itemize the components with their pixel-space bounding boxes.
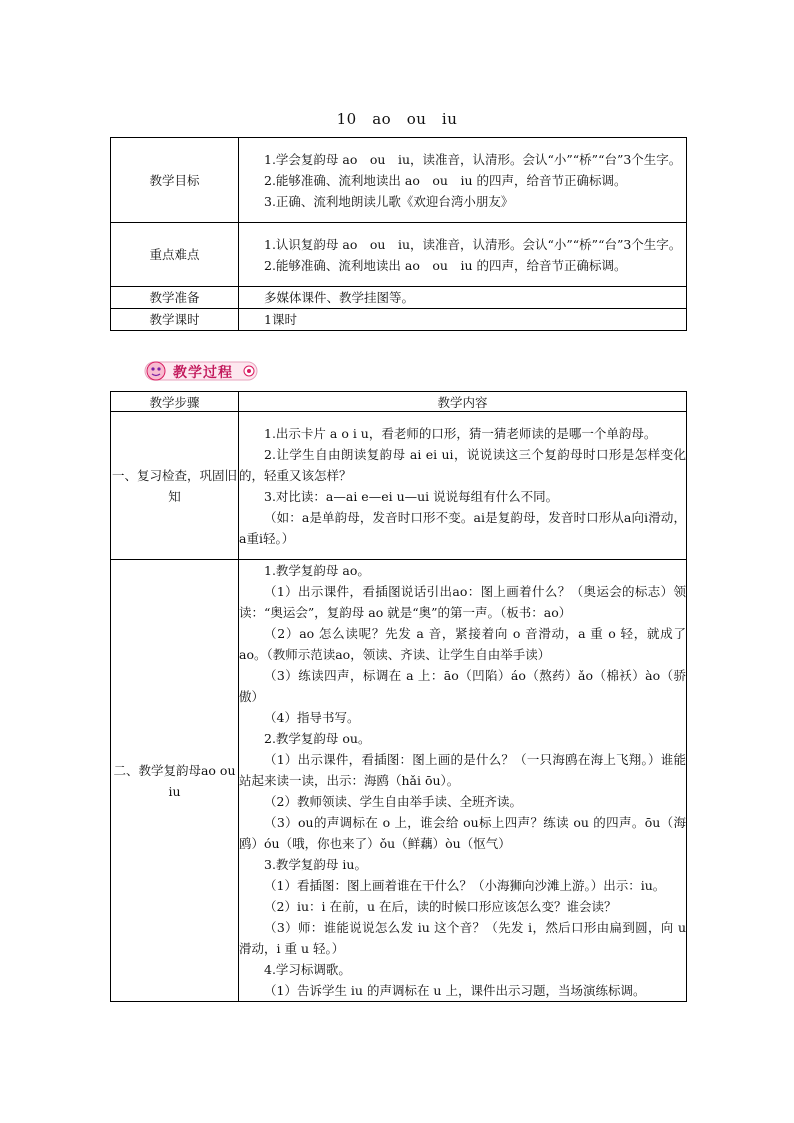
content-line: 1课时 bbox=[264, 312, 297, 327]
content-line: （2）iu：i 在前，u 在后，读的时候口形应该怎么变？谁会读？ bbox=[264, 899, 617, 914]
column-header: 教学步骤 bbox=[111, 392, 239, 412]
row-label: 教学目标 bbox=[111, 138, 239, 223]
row-label: 重点难点 bbox=[111, 223, 239, 287]
row-label: 教学准备 bbox=[111, 287, 239, 309]
content-line: 3.正确、流利地朗读儿歌《欢迎台湾小朋友》 bbox=[264, 193, 514, 209]
table-row bbox=[111, 287, 687, 309]
content-line: 2.让学生自由朗读复韵母 ai ei ui，说说读这三个复韵母时口形是怎样变化的，轻重又该怎样？ bbox=[239, 446, 686, 483]
content-line: 2.教学复韵母 ou。 bbox=[264, 731, 371, 746]
content-line: 3.对比读：a—ai e—ei u—ui 说说每组有什么不同。 bbox=[264, 488, 559, 504]
row-content bbox=[239, 287, 687, 309]
content-line: 1.出示卡片 a o i u，看老师的口形，猜一猜老师读的是哪一个单韵母。 bbox=[264, 425, 657, 441]
content-line: （2）ao 怎么读呢？先发 a 音，紧接着向 o 音滑动，a 重 o 轻，就成了 ao。（教师示范读ao，领读、齐读、让学生自由举手读） bbox=[239, 626, 686, 662]
content-line: （3）ou的声调标在 o 上，谁会给 ou标上四声？练读 ou 的四声。ōu（海鸥）óu（哦，你也来了）ǒu（鲜藕）òu（怄气） bbox=[239, 815, 686, 851]
row-content bbox=[239, 138, 687, 223]
content-line: 3.教学复韵母 iu。 bbox=[264, 857, 367, 872]
table-header-row bbox=[111, 392, 687, 412]
table-row bbox=[111, 309, 687, 331]
row-content bbox=[239, 309, 687, 331]
content-line: 2.能够准确、流利地读出 ao ou iu 的四声，给音节正确标调。 bbox=[264, 172, 627, 188]
content-line: 多媒体课件、教学挂图等。 bbox=[264, 290, 415, 305]
content-line: （1）出示课件，看插图：图上画的是什么？（一只海鸥在海上飞翔。）谁能站起来读一读，出示：海鸥（hǎi ōu）。 bbox=[239, 752, 686, 788]
content-line: 1.教学复韵母 ao。 bbox=[264, 563, 370, 578]
row-label: 二、教学复韵母ao ou iu bbox=[111, 560, 239, 1002]
row-content bbox=[239, 412, 687, 560]
page-title: 10 ao ou iu bbox=[336, 110, 458, 128]
section-badge bbox=[143, 358, 261, 384]
content-line: （1）看插图：图上画着谁在干什么？（小海狮向沙滩上游。）出示：iu。 bbox=[264, 878, 666, 893]
content-line: （2）教师领读、学生自由举手读、全班齐读。 bbox=[264, 794, 522, 809]
badge-label: 教学过程 bbox=[173, 365, 233, 381]
table-row bbox=[111, 560, 687, 1002]
row-label: 一、复习检查，巩固旧知 bbox=[111, 412, 239, 560]
content-line: 2.能够准确、流利地读出 ao ou iu 的四声，给音节正确标调。 bbox=[264, 257, 627, 273]
content-line: （如：a是单韵母，发音时口形不变。ai是复韵母，发音时口形从a向i滑动，a重i轻。） bbox=[239, 509, 686, 546]
lesson-overview-table bbox=[110, 137, 687, 331]
row-content bbox=[239, 560, 687, 1002]
content-line: （3）练读四声，标调在 a 上：āo（凹陷）áo（熬药）ǎo（棉袄）ào（骄傲） bbox=[239, 668, 686, 704]
content-line: （1）告诉学生 iu 的声调标在 u 上，课件出示习题，当场演练标调。 bbox=[264, 983, 646, 998]
content-line: （1）出示课件，看插图说话引出ao：图上画着什么？（奥运会的标志）领读：“奥运会”，复韵母 ao 就是“奥”的第一声。（板书：ao） bbox=[239, 584, 686, 620]
content-line: （4）指导书写。 bbox=[264, 710, 360, 725]
teaching-process-table bbox=[110, 391, 687, 1002]
table-row bbox=[111, 412, 687, 560]
content-line: 1.学会复韵母 ao ou iu，读准音，认清形。会认“小”“桥”“台”3个生字。 bbox=[264, 151, 682, 167]
table-row bbox=[111, 138, 687, 223]
table-row bbox=[111, 223, 687, 287]
row-label: 教学课时 bbox=[111, 309, 239, 331]
content-line: 4.学习标调歌。 bbox=[264, 962, 351, 977]
column-header: 教学内容 bbox=[239, 392, 687, 412]
content-line: 1.认识复韵母 ao ou iu，读准音，认清形。会认“小”“桥”“台”3个生字。 bbox=[264, 236, 682, 252]
row-content bbox=[239, 223, 687, 287]
content-line: （3）师：谁能说说怎么发 iu 这个音？（先发 i，然后口形由扁到圆，向 u 滑动，i 重 u 轻。） bbox=[239, 920, 686, 956]
